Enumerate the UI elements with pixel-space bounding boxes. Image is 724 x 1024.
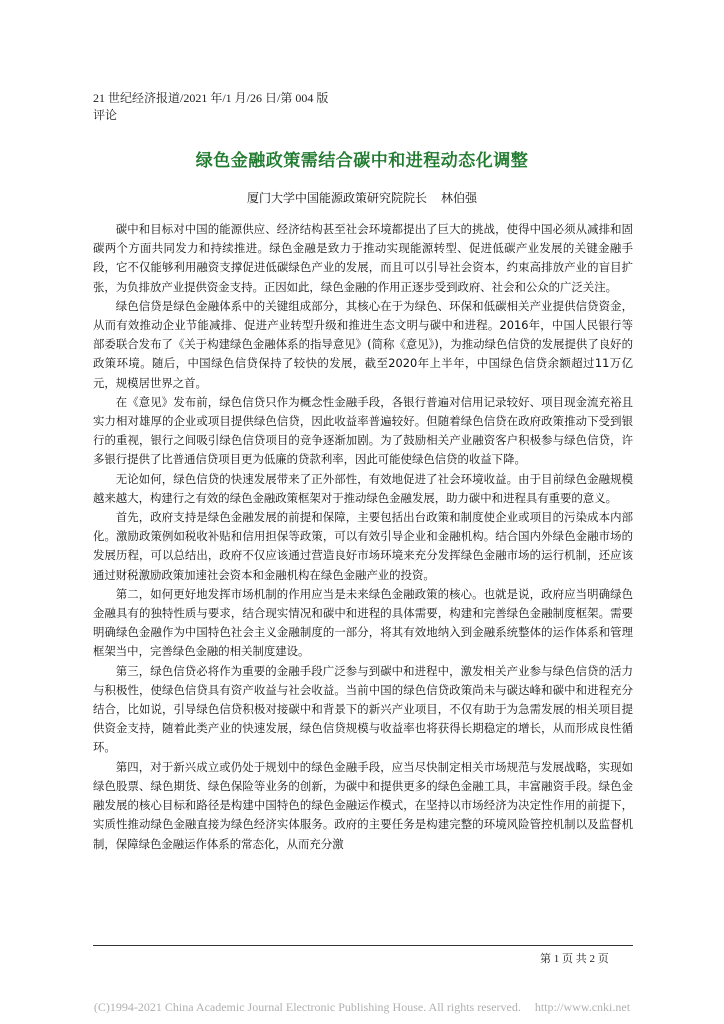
paragraph: 在《意见》发布前，绿色信贷只作为概念性金融手段，各银行普遍对信用记录较好、项目现金流充裕且实力相对雄厚的企业或项目提供绿色信贷，因此收益率普遍较好。但随着绿色信贷在政府政策推动下受到银行的重视，银行之间吸引绿色信贷项目的竞争逐渐加剧。为了鼓励相关产业融资客户积极参与绿色信贷，许多银行提供了比普通信贷项目更为低廉的贷款利率，因此可能使绿色信贷的收益下降。	[93, 394, 633, 467]
paragraph: 碳中和目标对中国的能源供应、经济结构甚至社会环境都提出了巨大的挑战，使得中国必须从减排和固碳两个方面共同发力和持续推进。绿色金融是致力于推动实现能源转型、促进低碳产业发展的关键金融手段，它不仅能够利用融资支撑促进低碳绿色产业的发展，而且可以引导社会资本，约束高排放产业的盲目扩张，为负排放产业提供资金支持。正因如此，绿色金融的作用正逐步受到政府、社会和公众的广泛关注。	[93, 222, 633, 294]
article-body	[93, 220, 633, 854]
paragraph: 第二，如何更好地发挥市场机制的作用应当是未来绿色金融政策的核心。也就是说，政府应当明确绿色金融具有的独特性质与要求，结合现实情况和碳中和进程的具体需要，构建和完善绿色金融制度框架。需要明确绿色金融作为中国特色社会主义金融制度的一部分，将其有效地纳入到金融系统整体的运作体系和管理框架当中，完善绿色金融的相关制度建设。	[93, 586, 633, 659]
copyright-text: (C)1994-2021 China Academic Journal Electronic Publishing House. All rights reserved.	[93, 1000, 521, 1014]
footer-divider	[93, 945, 633, 946]
author-affiliation: 厦门大学中国能源政策研究院院长	[246, 191, 427, 205]
copyright-watermark	[0, 1000, 724, 1015]
paragraph: 第四，对于新兴成立或仍处于规划中的绿色金融手段，应当尽快制定相关市场规范与发展战略，实现如绿色股票、绿色期货、绿色保险等业务的创新，为碳中和提供更多的绿色金融工具，丰富融资手段。绿色金融发展的核心目标和路径是构建中国特色的绿色金融运作模式，在坚持以市场经济为决定性作用的前提下，实质性推动绿色金融直接为绿色经济实体服务。政府的主要任务是构建完整的环境风险管控机制以及监督机制，保障绿色金融运作体系的常态化，从而充分激	[93, 759, 633, 851]
publication-header	[93, 90, 328, 124]
paragraph: 绿色信贷是绿色金融体系中的关键组成部分，其核心在于为绿色、环保和低碳相关产业提供信贷资金，从而有效推动企业节能减排、促进产业转型升级和推进生态文明与碳中和进程。2016年，中国人民银行等部委联合发布了《关于构建绿色金融体系的指导意见》(简称《意见》)，为推动绿色信贷的发展提供了良好的政策环境。随后，中国绿色信贷保持了较快的发展，截至2020年上半年，中国绿色信贷余额超过11万亿元，规模居世界之首。	[93, 298, 633, 390]
page-number: 第 1 页 共 2 页	[540, 953, 609, 965]
author-name: 林伯强	[441, 191, 478, 205]
author-line	[0, 189, 724, 206]
article-title: 绿色金融政策需结合碳中和进程动态化调整	[195, 151, 529, 171]
source-line: 21 世纪经济报道/2021 年/1 月/26 日/第 004 版	[93, 91, 329, 105]
column-label: 评论	[93, 108, 118, 122]
publisher-url[interactable]: http://www.cnki.net	[534, 1000, 631, 1014]
paragraph: 首先，政府支持是绿色金融发展的前提和保障，主要包括出台政策和制度使企业或项目的污染成本内部化。激励政策例如税收补贴和信用担保等政策，可以有效引导企业和金融机构。结合国内外绿色金融市场的发展历程，可以总结出，政府不仅应该通过营造良好市场环境来充分发挥绿色金融市场的运行机制，还应该通过财税激励政策加速社会资本和金融机构在绿色金融产业的投资。	[93, 510, 633, 582]
paragraph: 第三，绿色信贷必将作为重要的金融手段广泛参与到碳中和进程中，激发相关产业参与绿色信贷的活力与积极性，使绿色信贷具有资产收益与社会收益。当前中国的绿色信贷政策尚未与碳达峰和碳中和进程充分结合，比如说，引导绿色信贷积极对接碳中和背景下的新兴产业项目，不仅有助于为急需发展的相关项目提供资金支持，随着此类产业的快速发展，绿色信贷规模与收益率也将获得长期稳定的增长，从而形成良性循环。	[93, 663, 633, 755]
paragraph: 无论如何，绿色信贷的快速发展带来了正外部性，有效地促进了社会环境收益。由于目前绿色金融规模越来越大，构建行之有效的绿色金融政策框架对于推动绿色金融发展，助力碳中和进程具有重要的意义。	[93, 471, 633, 505]
